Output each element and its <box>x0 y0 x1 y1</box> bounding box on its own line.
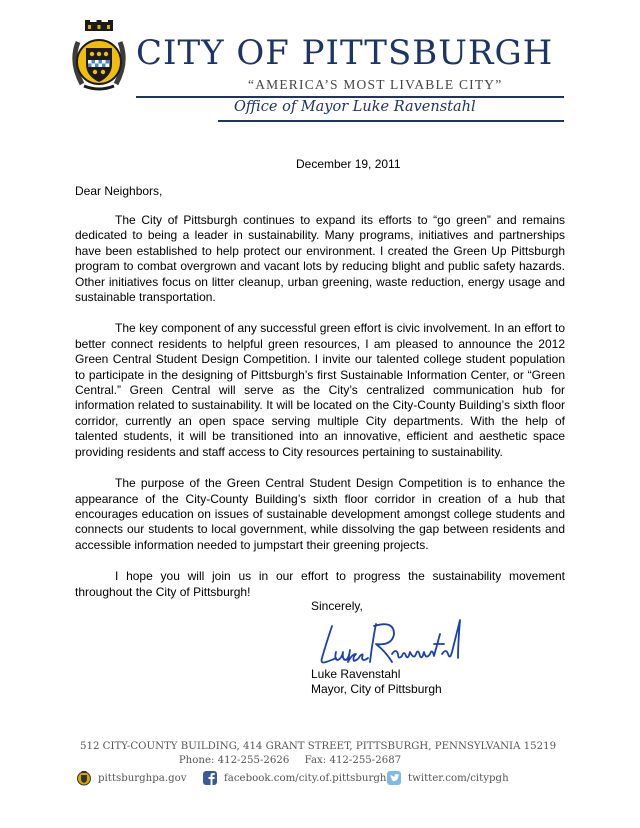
facebook-link[interactable] <box>202 768 386 788</box>
signature-image <box>310 614 470 672</box>
office-name: Office of Mayor Luke Ravenstahl <box>234 99 476 115</box>
twitter-icon <box>386 770 402 786</box>
signer-name: Luke Ravenstahl <box>311 667 401 681</box>
letter-body <box>75 213 565 616</box>
divider-rule <box>218 120 564 122</box>
signer-title: Mayor, City of Pittsburgh <box>311 682 442 696</box>
city-title: CITY OF PITTSBURGH <box>136 33 554 73</box>
footer-address: 512 CITY-COUNTY BUILDING, 414 GRANT STREET, PITTSBURGH, PENNSYLVANIA 15219 <box>80 741 557 752</box>
letter-date: December 19, 2011 <box>296 157 401 171</box>
body-paragraph: The purpose of the Green Central Student Design Competition is to enhance the appearance of the City-County Building’s sixth floor corridor in creation of a hub that encourages education on issues of sustainable development amongst college students and connects our students to local government, while dissolving the gap between residents and accessible information needed to jumpstart their greening projects. <box>75 476 565 552</box>
body-paragraph: The key component of any successful green effort is civic involvement. In an effort to better connect residents to helpful green resources, I am pleased to announce the 2012 Green Central Student Design Competition. I invite our talented college student population to participate in the designing of Pittsburgh’s first Sustainable Information Center, or “Green Central.” Green Central will serve as the City’s centralized communication hub for information related to sustainability. It will be located on the City-County Building’s sixth floor corridor, currently an open space serving multiple City departments. With the help of talented students, it will be transitioned into an innovative, efficient and aesthetic space providing residents and staff access to City resources pertaining to sustainability. <box>75 321 565 459</box>
closing: Sincerely, <box>311 599 363 613</box>
city-tagline: “AMERICA’S MOST LIVABLE CITY” <box>248 77 503 92</box>
city-seal-icon <box>68 20 130 94</box>
salutation: Dear Neighbors, <box>75 184 163 198</box>
website-text: pittsburghpa.gov <box>98 772 187 784</box>
letterhead <box>0 0 640 130</box>
body-paragraph: I hope you will join us in our effort to progress the sustainability movement throughout the City of Pittsburgh! <box>75 569 565 599</box>
footer-phones <box>80 755 500 766</box>
divider-rule <box>136 96 564 98</box>
footer-fax: Fax: 412-255-2687 <box>304 755 402 766</box>
footer-links <box>76 768 556 790</box>
body-paragraph: The City of Pittsburgh continues to expand its efforts to “go green” and remains dedicated to being a leader in sustainability. Many programs, initiatives and partnerships have been established to help protect our environment. I created the Green Up Pittsburgh program to combat overgrown and vacant lots by reducing blight and public safety hazards. Other initiatives focus on litter cleanup, urban greening, waste reduction, energy usage and sustainable transportation. <box>75 213 565 305</box>
website-link[interactable] <box>76 768 186 788</box>
twitter-link[interactable] <box>386 768 509 788</box>
facebook-icon <box>202 770 218 786</box>
twitter-text: twitter.com/citypgh <box>408 772 509 784</box>
city-seal-icon <box>76 770 92 786</box>
facebook-text: facebook.com/city.of.pittsburgh <box>224 772 387 784</box>
footer-phone: Phone: 412-255-2626 <box>178 755 290 766</box>
